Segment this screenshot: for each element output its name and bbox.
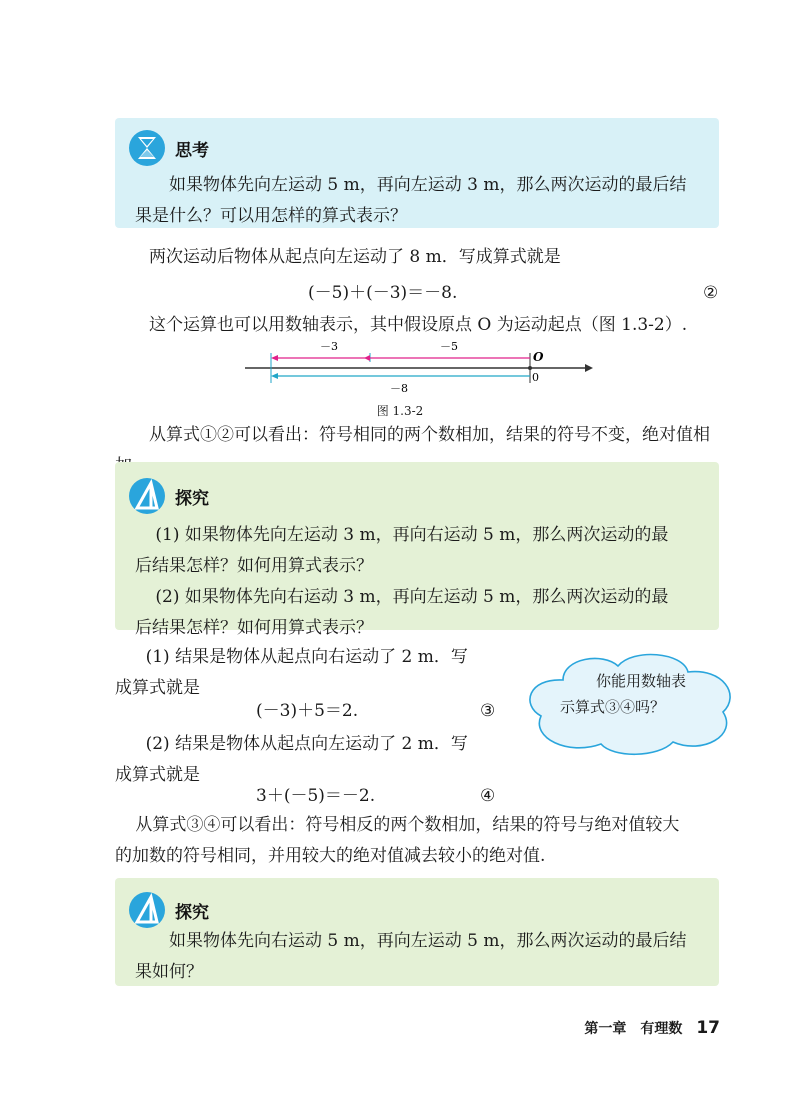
think-header xyxy=(127,128,209,168)
cloud-line-2: 示算式③④吗？ xyxy=(560,698,666,716)
origin-letter: O xyxy=(533,350,544,364)
arrowhead-minus-5 xyxy=(364,355,370,361)
think-question xyxy=(135,170,710,232)
explore-q2-line-1: (2) 如果物体先向右运动 3 m，再向左运动 5 m，那么两次运动的最 xyxy=(155,587,669,607)
formula-3: (－3)＋5＝2. xyxy=(256,701,359,721)
cloud-line-1: 你能用数轴表 xyxy=(596,672,687,690)
section1-conclusion: 从算式①②可以看出：符号相同的两个数相加，结果的符号不变，绝对值相 xyxy=(149,425,710,445)
formula-3-number: ③ xyxy=(480,701,496,721)
page-number: 17 xyxy=(696,1018,720,1038)
page-footer xyxy=(540,1018,720,1038)
axis-arrowhead xyxy=(585,364,593,372)
figure-caption: 图 1.3-2 xyxy=(376,404,424,418)
explore-q1-line-1: (1) 如果物体先向左运动 3 m，再向右运动 5 m，那么两次运动的最 xyxy=(155,525,669,545)
section2-conclusion-line-1: 从算式③④可以看出：符号相反的两个数相加，结果的符号与绝对值较大 xyxy=(135,815,680,835)
explore-q2-line-2: 后结果怎样？如何用算式表示？ xyxy=(135,618,373,638)
think-title: 思考 xyxy=(175,140,209,161)
hourglass-icon xyxy=(127,128,167,168)
origin-value: 0 xyxy=(532,371,539,384)
explore-title-2: 探究 xyxy=(175,902,209,923)
label-minus-8: －8 xyxy=(390,382,408,395)
formula-4-number: ④ xyxy=(480,786,496,806)
explore-q1 xyxy=(135,520,710,582)
explore-q1-line-2: 后结果怎样？如何用算式表示？ xyxy=(135,556,373,576)
section2-conclusion-line-2: 的加数的符号相同，并用较大的绝对值减去较小的绝对值. xyxy=(115,846,546,866)
chapter-title: 有理数 xyxy=(640,1021,683,1037)
label-minus-5: －5 xyxy=(440,340,458,353)
formula-4: 3＋(－5)＝－2. xyxy=(256,786,376,806)
formula-2-number: ② xyxy=(703,283,719,303)
number-line-figure xyxy=(240,340,600,400)
numberline-intro: 这个运算也可以用数轴表示，其中假设原点 O 为运动起点（图 1.3-2）. xyxy=(149,315,688,335)
answer-2-line-1: (2) 结果是物体从起点向左运动了 2 m．写 xyxy=(145,734,468,754)
think-box xyxy=(115,118,719,228)
think-question-line-1: 如果物体先向左运动 5 m，再向左运动 3 m，那么两次运动的最后结 xyxy=(169,175,687,195)
formula-2: (－5)＋(－3)＝－8. xyxy=(308,283,458,303)
answer-1-line-2: 成算式就是 xyxy=(115,678,200,698)
origin-dot xyxy=(528,366,532,370)
explore-q2 xyxy=(135,582,710,644)
explore-header-1 xyxy=(127,476,209,516)
explore2-line-2: 果如何？ xyxy=(135,962,203,982)
cloud-text xyxy=(560,668,720,720)
explore-title-1: 探究 xyxy=(175,488,209,509)
section2-conclusion xyxy=(115,810,719,872)
explore-header-2 xyxy=(127,890,209,930)
answer-1-line-1: (1) 结果是物体从起点向右运动了 2 m．写 xyxy=(145,647,468,667)
section1-intro: 两次运动后物体从起点向左运动了 8 m．写成算式就是 xyxy=(149,247,561,267)
explore-icon xyxy=(127,476,167,516)
answer-1 xyxy=(115,642,515,704)
explore-icon xyxy=(127,890,167,930)
explore-box-1 xyxy=(115,462,719,638)
label-minus-3: －3 xyxy=(320,340,338,353)
arrowhead-minus-8 xyxy=(271,373,278,379)
chapter-label: 第一章 xyxy=(584,1021,627,1037)
explore-box-2 xyxy=(115,878,719,986)
answer-2-line-2: 成算式就是 xyxy=(115,765,200,785)
arrowhead-minus-3 xyxy=(271,355,278,361)
answer-2 xyxy=(115,729,515,791)
think-question-line-2: 果是什么？可以用怎样的算式表示？ xyxy=(135,206,407,226)
explore2-question xyxy=(135,926,710,988)
explore2-line-1: 如果物体先向右运动 5 m，再向左运动 5 m，那么两次运动的最后结 xyxy=(169,931,687,951)
